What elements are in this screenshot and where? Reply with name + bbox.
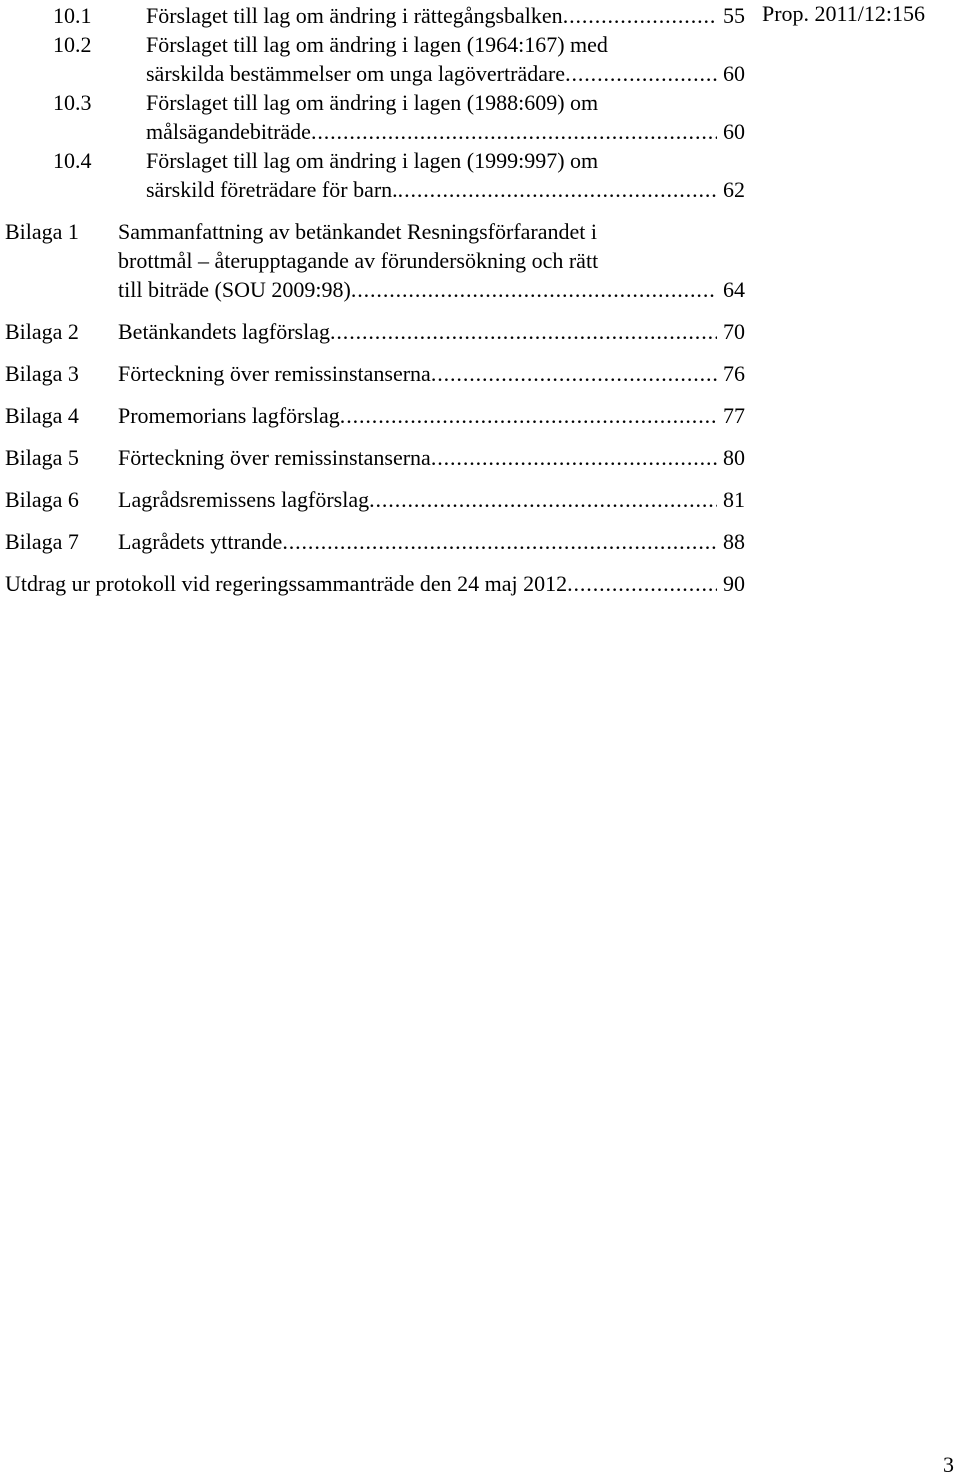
- toc-entry-number: 10.4: [53, 148, 92, 173]
- toc-protocol-extract[interactable]: [5, 569, 745, 598]
- toc-appendix-label: Bilaga 4: [5, 403, 79, 428]
- dot-leader: [369, 485, 717, 514]
- toc-appendix-2[interactable]: [5, 317, 745, 346]
- toc-entry-number: 10.3: [53, 90, 92, 115]
- toc-entry-10-3[interactable]: [5, 88, 745, 146]
- toc-page-number: 60: [723, 119, 745, 144]
- toc-entry-title-continued: målsägandebiträde: [146, 119, 311, 144]
- dot-leader: [567, 569, 717, 598]
- toc-appendix-6[interactable]: [5, 485, 745, 514]
- toc-entry-title: Betänkandets lagförslag: [118, 319, 330, 344]
- toc-entry-title: Förslaget till lag om ändring i lagen (1999:997) om: [146, 148, 599, 173]
- toc-entry-title: Promemorians lagförslag: [118, 403, 340, 428]
- toc-appendix-4[interactable]: [5, 401, 745, 430]
- dot-leader: [431, 359, 717, 388]
- toc-entry-10-2[interactable]: [5, 30, 745, 88]
- toc-entry-title: Lagrådets yttrande: [118, 529, 283, 554]
- dot-leader: [340, 401, 717, 430]
- table-of-contents: [5, 1, 745, 598]
- dot-leader: [330, 317, 717, 346]
- toc-entry-title: Utdrag ur protokoll vid regeringssammanträde den 24 maj 2012: [5, 571, 568, 596]
- toc-entry-title: Förteckning över remissinstanserna: [118, 445, 431, 470]
- toc-page-number: 55: [723, 3, 745, 28]
- toc-appendix-label: Bilaga 7: [5, 529, 79, 554]
- dot-leader: [431, 443, 717, 472]
- toc-entry-title: Förslaget till lag om ändring i lagen (1964:167) med: [146, 32, 608, 57]
- toc-appendix-1[interactable]: [5, 217, 745, 304]
- toc-entry-title: Lagrådsremissens lagförslag: [118, 487, 370, 512]
- toc-appendix-label: Bilaga 5: [5, 445, 79, 470]
- toc-appendix-5[interactable]: [5, 443, 745, 472]
- toc-entry-title: Förteckning över remissinstanserna: [118, 361, 431, 386]
- dot-leader: [565, 59, 717, 88]
- toc-entry-10-1[interactable]: [5, 1, 745, 30]
- toc-page-number: 64: [723, 277, 745, 302]
- toc-entry-title: Förslaget till lag om ändring i rättegångsbalken: [146, 3, 563, 28]
- dot-leader: [351, 275, 717, 304]
- toc-page-number: 88: [723, 529, 745, 554]
- toc-entry-title-continued: särskilda bestämmelser om unga lagöverträdare: [146, 61, 566, 86]
- toc-entry-number: 10.2: [53, 32, 92, 57]
- toc-appendix-3[interactable]: [5, 359, 745, 388]
- toc-entry-title-continued: till biträde (SOU 2009:98): [118, 277, 351, 302]
- toc-entry-title-continued: särskild företrädare för barn.: [146, 177, 398, 202]
- toc-entry-title-continued: brottmål – återupptagande av förundersökning och rätt: [118, 248, 599, 273]
- dot-leader: [311, 117, 717, 146]
- toc-page-number: 81: [723, 487, 745, 512]
- toc-appendix-7[interactable]: [5, 527, 745, 556]
- toc-page-number: 60: [723, 61, 745, 86]
- toc-appendix-label: Bilaga 1: [5, 219, 79, 244]
- toc-entry-title: Förslaget till lag om ändring i lagen (1988:609) om: [146, 90, 599, 115]
- toc-page-number: 77: [723, 403, 745, 428]
- toc-entry-title: Sammanfattning av betänkandet Resningsförfarandet i: [118, 219, 597, 244]
- toc-page-number: 62: [723, 177, 745, 202]
- toc-page-number: 76: [723, 361, 745, 386]
- toc-page-number: 80: [723, 445, 745, 470]
- page-number: 3: [943, 1452, 954, 1477]
- toc-page-number: 70: [723, 319, 745, 344]
- toc-page-number: 90: [723, 571, 745, 596]
- dot-leader: [398, 175, 717, 204]
- toc-appendix-label: Bilaga 3: [5, 361, 79, 386]
- toc-entry-number: 10.1: [53, 3, 92, 28]
- toc-appendix-label: Bilaga 2: [5, 319, 79, 344]
- proposition-label: Prop. 2011/12:156: [762, 1, 925, 26]
- toc-appendix-label: Bilaga 6: [5, 487, 79, 512]
- dot-leader: [563, 1, 717, 30]
- toc-entry-10-4[interactable]: [5, 146, 745, 204]
- dot-leader: [282, 527, 717, 556]
